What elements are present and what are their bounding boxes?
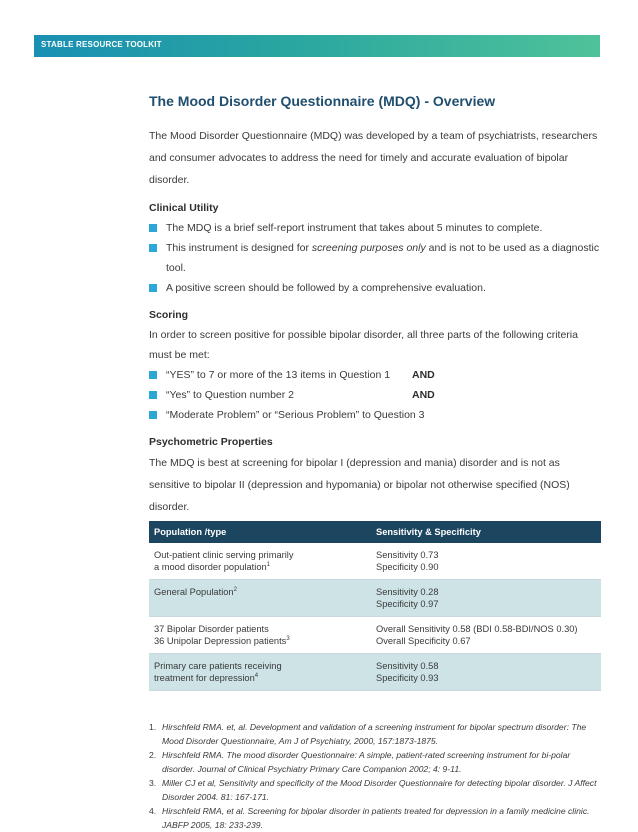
psychometric-paragraph: The MDQ is best at screening for bipolar I (depression and mania) disorder and is not as sensitive to bipolar II (depression and hypomania) or bipolar not otherwise specified (NOS) disorder. <box>149 457 570 513</box>
scoring-heading: Scoring <box>149 309 189 321</box>
emphasis-text: screening purposes only <box>311 242 426 254</box>
reference-item: 3. Miller CJ et al, Sensitivity and specificity of the Mood Disorder Questionnaire for detecting bipolar disorder. J Affect Disorder 2004. 81: 167-171. <box>149 778 597 802</box>
population-cell: General Population$^2$ <box>149 580 371 617</box>
square-bullet-icon <box>149 244 157 252</box>
page-title: The Mood Disorder Questionnaire (MDQ) - Overview <box>149 93 496 109</box>
page-content <box>149 92 601 832</box>
intro-paragraph: The Mood Disorder Questionnaire (MDQ) was developed by a team of psychiatrists, researchers and consumer advocates to address the need for timely and accurate evaluation of bipolar disorder. <box>149 130 598 186</box>
population-cell: Out-patient clinic serving primarily a mood disorder population$^1$ <box>149 543 371 580</box>
population-cell: 37 Bipolar Disorder patients 36 Unipolar Depression patients$^3$ <box>149 617 371 654</box>
sensitivity-cell: Sensitivity 0.73 Specificity 0.90 <box>371 543 601 580</box>
list-item: A positive screen should be followed by a comprehensive evaluation. <box>149 278 601 298</box>
criteria-item: “Yes” to Question number 2 AND <box>149 385 601 405</box>
population-cell: Primary care patients receiving treatment for depression$^4$ <box>149 654 371 691</box>
reference-item: 1. Hirschfeld RMA. et, al. Development and validation of a screening instrument for bipolar spectrum disorder: The Mood Disorder Questionnaire, Am J of Psychiatry, 2000, 157:1873-1875. <box>149 722 587 746</box>
square-bullet-icon <box>149 371 157 379</box>
clinical-utility-list <box>149 218 601 298</box>
clinical-utility-heading: Clinical Utility <box>149 202 219 214</box>
square-bullet-icon <box>149 411 157 419</box>
scoring-criteria-list <box>149 365 601 425</box>
sensitivity-cell: Sensitivity 0.58 Specificity 0.93 <box>371 654 601 691</box>
table-row <box>149 654 601 691</box>
column-header: Population /type <box>149 521 371 543</box>
psychometric-heading: Psychometric Properties <box>149 436 273 448</box>
scoring-intro: In order to screen positive for possible bipolar disorder, all three parts of the following criteria must be met: <box>149 329 578 361</box>
reference-item: 4. Hirschfeld RMA, et al. Screening for bipolar disorder in patients treated for depression in a family medicine clinic. JABFP 2005, 18: 233-239. <box>149 806 590 830</box>
list-item: This instrument is designed for screening purposes only and is not to be used as a diagnostic tool. <box>149 238 601 278</box>
table-header-row <box>149 521 601 543</box>
table-row <box>149 580 601 617</box>
criteria-item: “YES” to 7 or more of the 13 items in Question 1 AND <box>149 365 601 385</box>
table-row <box>149 543 601 580</box>
column-header: Sensitivity & Specificity <box>371 521 601 543</box>
toolkit-banner <box>34 35 600 57</box>
list-item: The MDQ is a brief self-report instrument that takes about 5 minutes to complete. <box>149 218 601 238</box>
criteria-item: “Moderate Problem” or “Serious Problem” to Question 3 <box>149 405 601 425</box>
square-bullet-icon <box>149 224 157 232</box>
sensitivity-cell: Sensitivity 0.28 Specificity 0.97 <box>371 580 601 617</box>
square-bullet-icon <box>149 391 157 399</box>
banner-label: STABLE RESOURCE TOOLKIT <box>41 40 162 49</box>
references-list <box>149 720 601 832</box>
sensitivity-cell: Overall Sensitivity 0.58 (BDI 0.58-BDI/NOS 0.30) Overall Specificity 0.67 <box>371 617 601 654</box>
square-bullet-icon <box>149 284 157 292</box>
table-row <box>149 617 601 654</box>
sensitivity-table <box>149 521 601 691</box>
reference-item: 2. Hirschfeld RMA. The mood disorder Questionnaire: A simple, patient-rated screening instrument for bi-polar disorder. Journal of Clinical Psychiatry Primary Care Companion 2002; 4: 9-11. <box>149 750 571 774</box>
